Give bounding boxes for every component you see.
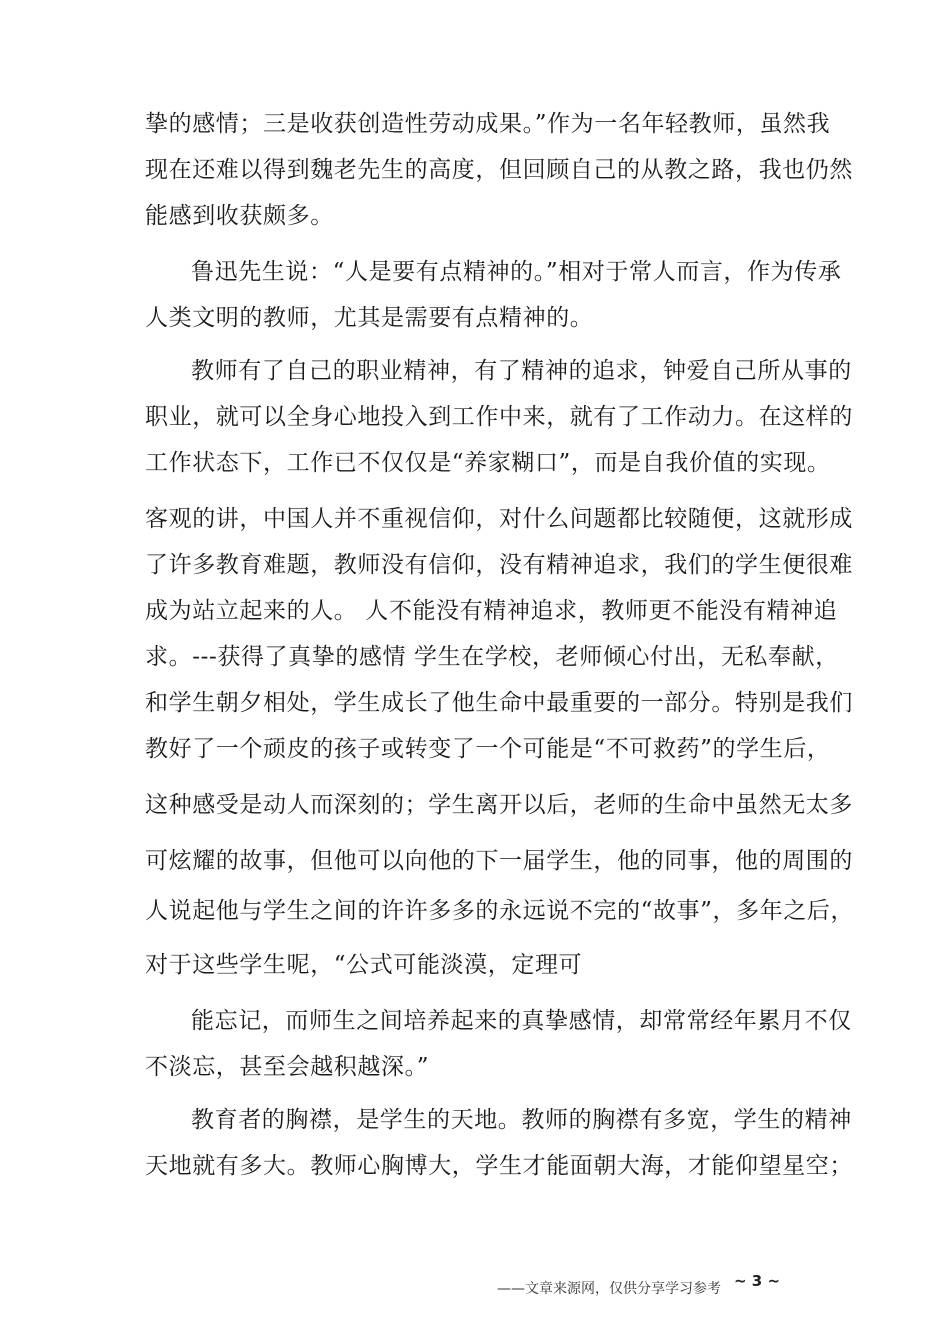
text-line: 教好了一个顽皮的孩子或转变了一个可能是“不可救药”的学生后， [145,736,831,762]
page-number: ~ 3 ~ [734,1272,781,1290]
text-line: 能感到收获颇多。 [145,203,334,229]
text-line: 能忘记，而师生之间培养起来的真挚感情，却常常经年累月不仅 [191,1008,852,1034]
text-line: 鲁迅先生说：“人是要有点精神的。”相对于常人而言，作为传承 [191,259,842,285]
text-line: 客观的讲，中国人并不重视信仰，对什么问题都比较随便，这就形成 [145,506,853,532]
text-line: 成为站立起来的人。 人不能没有精神追求，教师更不能没有精神追 [145,598,838,624]
text-line: 了许多教育难题，教师没有信仰，没有精神追求，我们的学生便很难 [145,552,853,578]
text-line: 现在还难以得到魏老先生的高度，但回顾自己的从教之路，我也仍然 [145,157,853,183]
text-line: 和学生朝夕相处，学生成长了他生命中最重要的一部分。特别是我们 [145,690,853,716]
footer-source-note: ——文章来源网，仅供分享学习参考 [497,1281,721,1297]
text-line: 挚的感情；三是收获创造性劳动成果。”作为一名年轻教师，虽然我 [145,111,831,137]
text-line: 教师有了自己的职业精神，有了精神的追求，钟爱自己所从事的 [191,358,852,384]
text-line: 职业，就可以全身心地投入到工作中来，就有了工作动力。在这样的 [145,404,853,430]
text-line: 教育者的胸襟，是学生的天地。教师的胸襟有多宽，学生的精神 [191,1107,852,1133]
text-line: 求。---获得了真挚的感情 学生在学校，老师倾心付出，无私奉献， [145,644,839,670]
text-line: 这种感受是动人而深刻的；学生离开以后，老师的生命中虽然无太多 [145,792,853,818]
text-line: 人类文明的教师，尤其是需要有点精神的。 [145,305,594,331]
text-line: 人说起他与学生之间的许许多多的永远说不完的“故事”，多年之后， [145,898,855,924]
text-line: 对于这些学生呢，“公式可能淡漠，定理可 [145,952,583,978]
text-line: 不淡忘，甚至会越积越深。” [145,1054,430,1080]
text-line: 可炫耀的故事，但他可以向他的下一届学生，他的同事，他的周围的 [145,848,853,874]
text-line: 工作状态下，工作已不仅仅是“养家糊口”，而是自我价值的实现。 [145,450,831,476]
text-line: 天地就有多大。教师心胸博大，学生才能面朝大海，才能仰望星空； [145,1153,853,1179]
